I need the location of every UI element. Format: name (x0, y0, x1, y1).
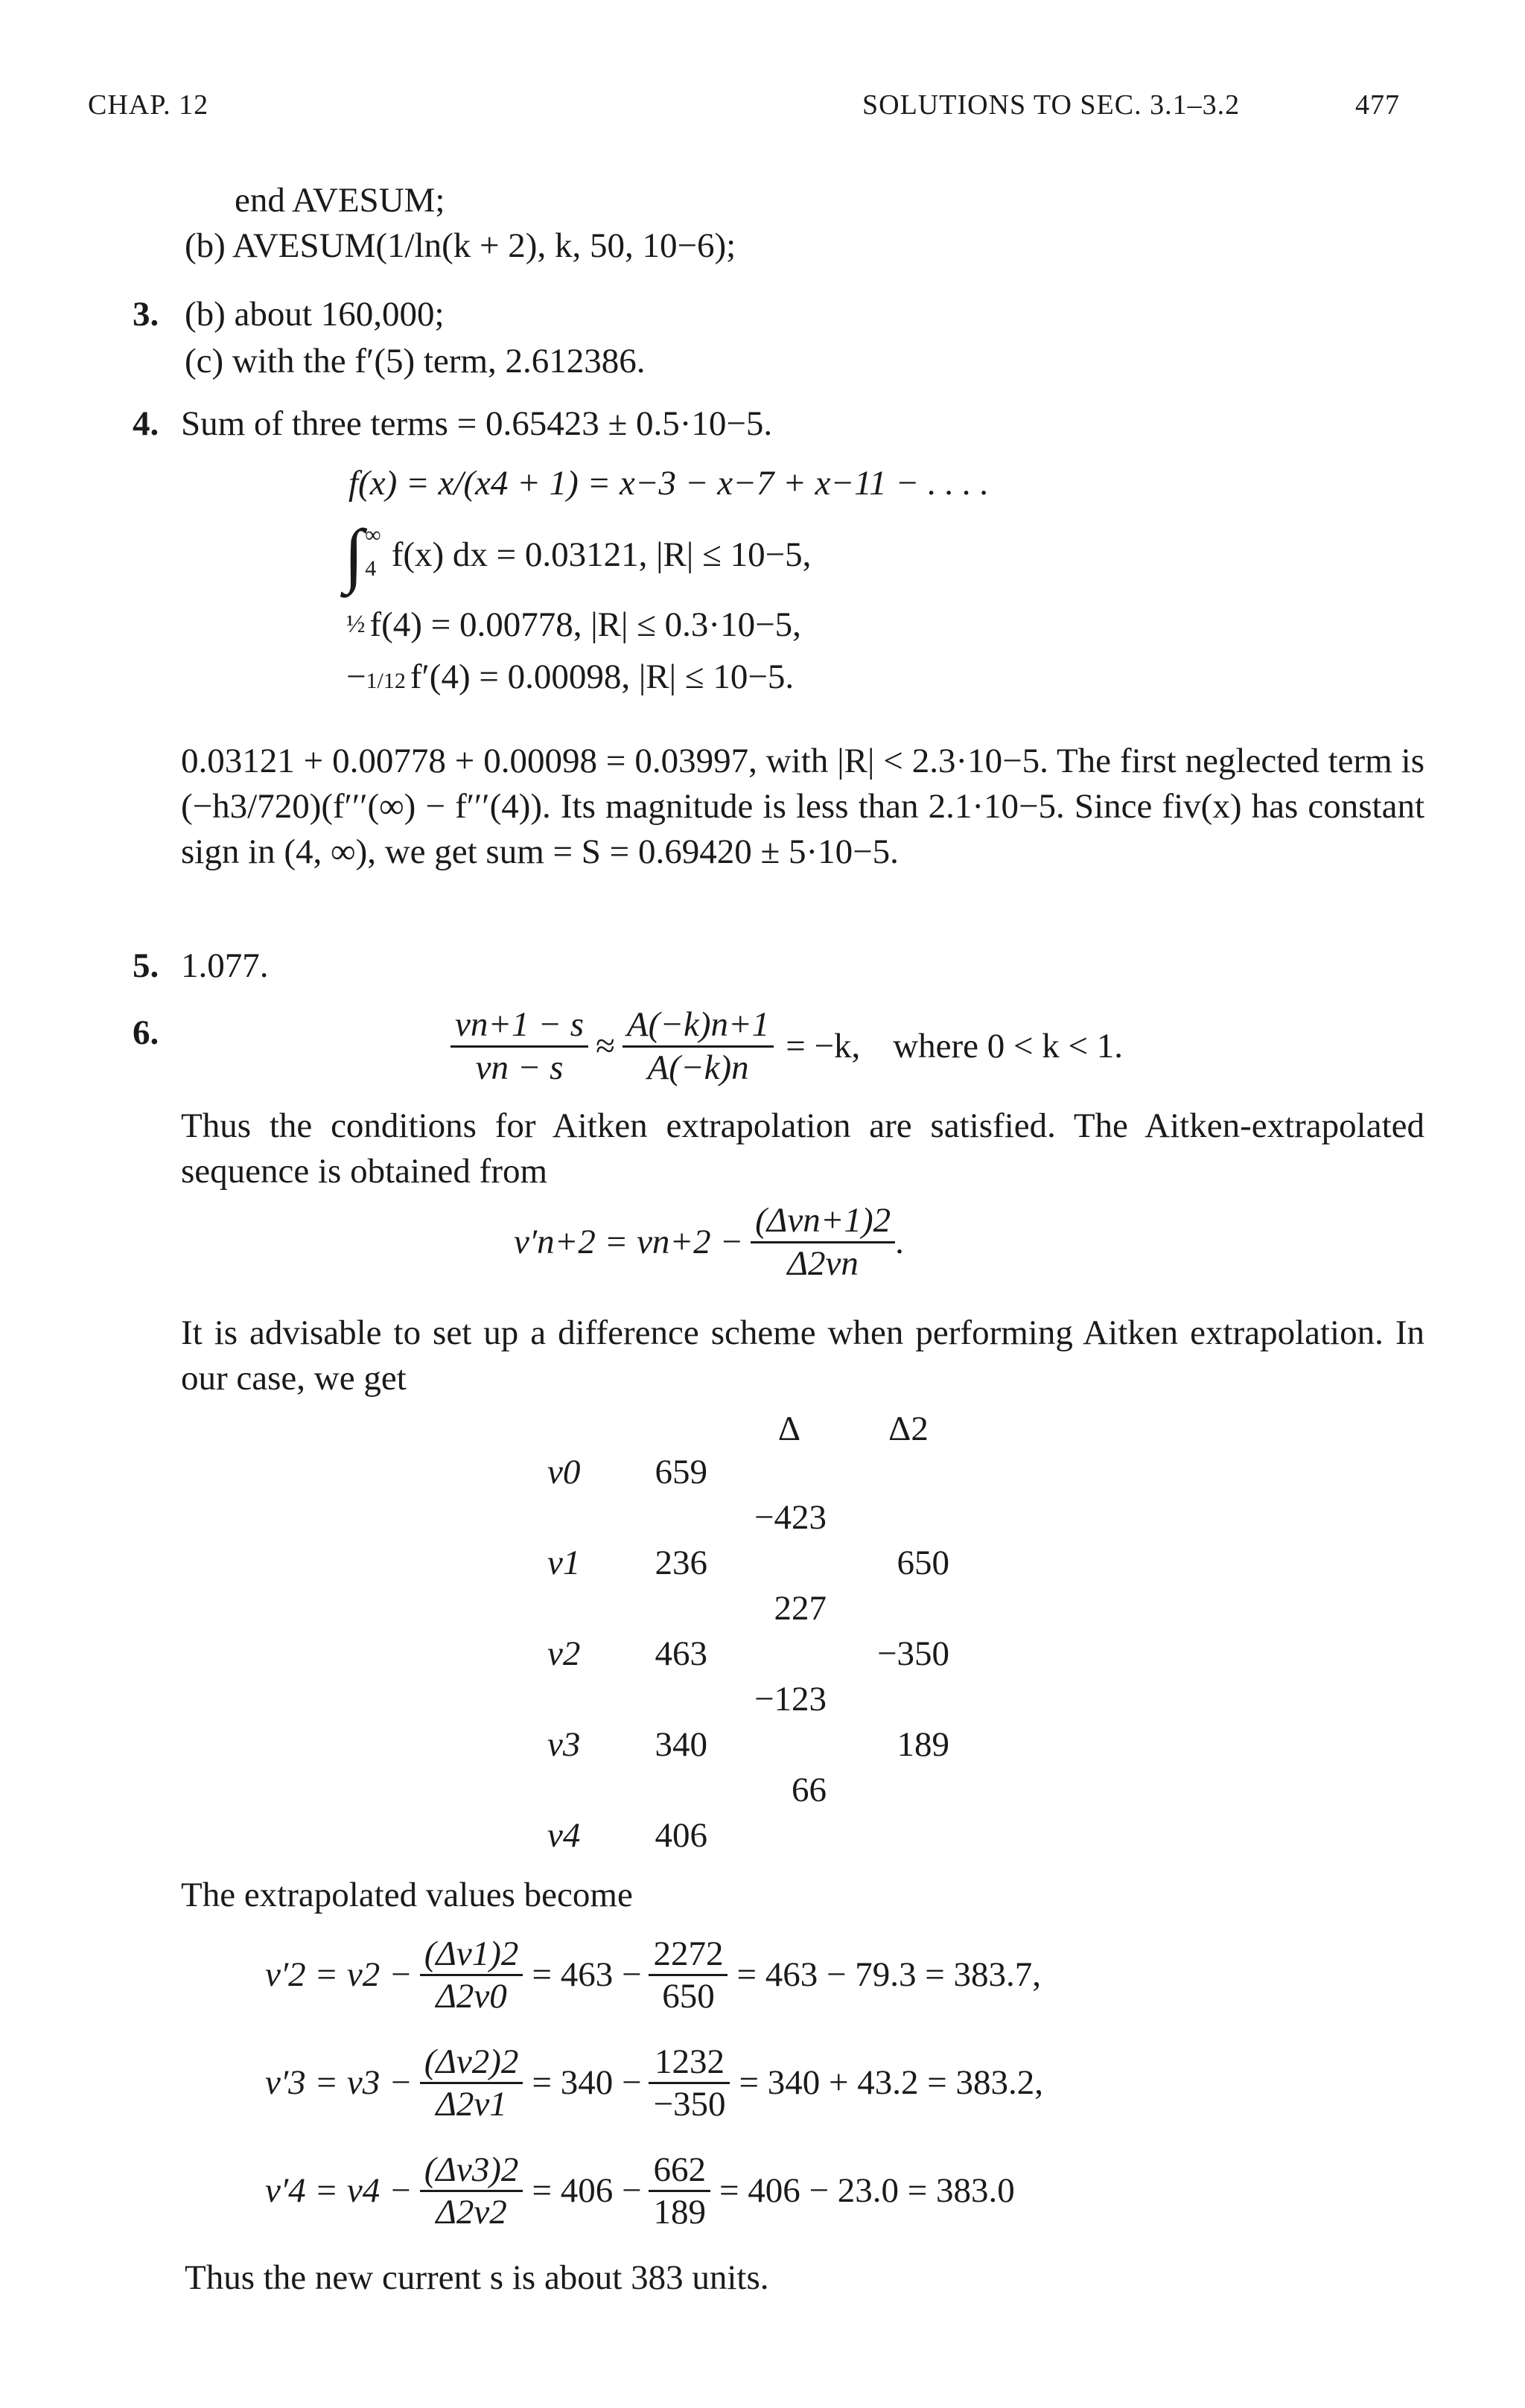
scheme-v-label: v0 (547, 1453, 581, 1491)
result-num-numeric: 662 (649, 2150, 710, 2192)
twelfth-term-value: f′(4) = 0.00098, |R| ≤ 10−5. (410, 657, 795, 696)
eq6-rhs-den: A(−k)n (647, 1048, 749, 1087)
one-half-glyph: ½ (346, 611, 366, 639)
result-lhs: v′4 = v4 − (265, 2171, 413, 2211)
paragraph-extrapolated: The extrapolated values become (181, 1876, 633, 1914)
paragraph-difference-scheme: It is advisable to set up a difference scheme when performing Aitken extrapolation. In our case, we get (181, 1313, 1424, 1398)
chapter-label: CHAP. 12 (88, 89, 209, 121)
eq6-ratio (451, 998, 1123, 1095)
eq6-rhs-fraction (623, 1004, 774, 1087)
result-den-numeric: −350 (653, 2085, 726, 2124)
scheme-delta-value: −123 (754, 1680, 827, 1719)
aitken-lhs: v′n+2 = vn+2 − (514, 1222, 744, 1261)
scheme-v-label: v2 (547, 1634, 581, 1673)
result-tail: = 340 + 43.2 = 383.2, (739, 2063, 1043, 2103)
item-3-b: (b) about 160,000; (185, 295, 445, 334)
line-end-avesum: end AVESUM; (235, 181, 445, 220)
result-mid: = 340 − (532, 2063, 642, 2103)
item-4-sum: Sum of three terms = 0.65423 ± 0.5·10−5. (181, 404, 773, 443)
eq4-half-term (346, 603, 801, 647)
result-equation (265, 2144, 1015, 2237)
page-number: 477 (1355, 89, 1400, 121)
scheme-delta2-value: 189 (897, 1725, 949, 1764)
scheme-v-value: 236 (655, 1544, 707, 1582)
eq6-rhs-num: A(−k)n+1 (623, 1004, 774, 1047)
eq4-integral (344, 514, 811, 596)
paragraph-aitken-intro: Thus the conditions for Aitken extrapolation are satisfied. The Aitken-extrapolated sequence is obtained from (181, 1106, 1424, 1191)
item-3-c: (c) with the f′(5) term, 2.612386. (185, 342, 646, 380)
result-tail: = 406 − 23.0 = 383.0 (719, 2171, 1015, 2211)
item-number-4: 4. (133, 404, 159, 443)
eq6-result: = −k, (786, 1026, 861, 1066)
eq6-lhs-num: vn+1 − s (451, 1004, 588, 1047)
result-fraction-numeric (649, 2042, 730, 2124)
result-den-symbolic: Δ2v1 (436, 2085, 507, 2124)
scheme-v-label: v4 (547, 1816, 581, 1855)
scheme-head-delta2: Δ2 (888, 1410, 929, 1448)
result-num-symbolic: (Δv3)2 (420, 2150, 523, 2192)
result-num-symbolic: (Δv1)2 (420, 1934, 523, 1976)
result-equation (265, 1928, 1041, 2022)
result-fraction-numeric (649, 1934, 728, 2016)
scheme-delta2-value: −350 (876, 1634, 949, 1673)
scheme-v-value: 406 (655, 1816, 707, 1855)
result-den-numeric: 189 (653, 2193, 706, 2232)
result-num-symbolic: (Δv2)2 (420, 2042, 523, 2084)
result-fraction-symbolic (420, 2150, 523, 2232)
result-num-numeric: 2272 (649, 1934, 728, 1976)
result-tail: = 463 − 79.3 = 383.7, (736, 1955, 1041, 1995)
integral-limits: ∞ 4 (365, 523, 381, 581)
scheme-v-value: 463 (655, 1634, 707, 1673)
integral-value: f(x) dx = 0.03121, |R| ≤ 10−5, (391, 535, 812, 574)
result-den-symbolic: Δ2v0 (436, 1977, 507, 2016)
result-fraction-symbolic (420, 1934, 523, 2016)
result-mid: = 463 − (532, 1955, 642, 1995)
result-den-symbolic: Δ2v2 (436, 2193, 507, 2232)
section-label: SOLUTIONS TO SEC. 3.1–3.2 (862, 89, 1241, 121)
scheme-delta-value: 66 (792, 1771, 827, 1809)
item-5-value: 1.077. (181, 946, 269, 985)
scheme-delta-value: 227 (774, 1589, 827, 1628)
result-fraction-symbolic (420, 2042, 523, 2124)
conclusion-line: Thus the new current s is about 383 units. (185, 2258, 769, 2297)
item-number-3: 3. (133, 295, 159, 334)
scheme-delta2-value: 650 (897, 1544, 949, 1582)
aitken-den: Δ2vn (787, 1243, 859, 1283)
eq4-series: f(x) = x/(x4 + 1) = x−3 − x−7 + x−11 − . . . . (348, 464, 990, 503)
scheme-v-value: 340 (655, 1725, 707, 1764)
result-lhs: v′2 = v2 − (265, 1955, 413, 1995)
scheme-head-delta: Δ (777, 1410, 801, 1448)
scheme-delta-value: −423 (754, 1498, 827, 1537)
integral-sign: ∫ (344, 515, 364, 594)
scheme-v-label: v1 (547, 1544, 581, 1582)
result-mid: = 406 − (532, 2171, 642, 2211)
item-number-5: 5. (133, 946, 159, 985)
result-lhs: v′3 = v3 − (265, 2063, 413, 2103)
result-equation (265, 2036, 1043, 2130)
item-number-6: 6. (133, 1013, 159, 1052)
scheme-v-value: 659 (655, 1453, 707, 1491)
result-num-numeric: 1232 (649, 2042, 730, 2084)
result-den-numeric: 650 (662, 1977, 715, 2016)
paragraph-item-4: 0.03121 + 0.00778 + 0.00098 = 0.03997, with |R| < 2.3·10−5. The first neglected term is (−h3/720)(f′′′(∞) − f′′′(4)). Its magnitude is less than 2.1·10−5. Since fiv(x) has constant sign in (4, ∞), we get sum = S = 0.69420 ± 5·10−5. (181, 742, 1424, 871)
line-avesum-call: (b) AVESUM(1/ln(k + 2), k, 50, 10−6); (185, 226, 736, 265)
half-term-value: f(4) = 0.00778, |R| ≤ 0.3·10−5, (369, 605, 801, 644)
eq6-lhs-fraction (451, 1004, 588, 1087)
minus-one-twelfth: −1/12 (346, 657, 406, 696)
aitken-fraction (751, 1200, 895, 1283)
aitken-formula (514, 1197, 904, 1287)
eq6-where: where 0 < k < 1. (893, 1026, 1124, 1066)
aitken-num: (Δvn+1)2 (751, 1200, 895, 1243)
eq4-twelfth-term (346, 655, 794, 699)
scheme-v-label: v3 (547, 1725, 581, 1764)
approx-sign: ≈ (596, 1026, 615, 1066)
eq6-lhs-den: vn − s (475, 1048, 564, 1087)
aitken-period: . (895, 1222, 904, 1261)
result-fraction-numeric (649, 2150, 710, 2232)
